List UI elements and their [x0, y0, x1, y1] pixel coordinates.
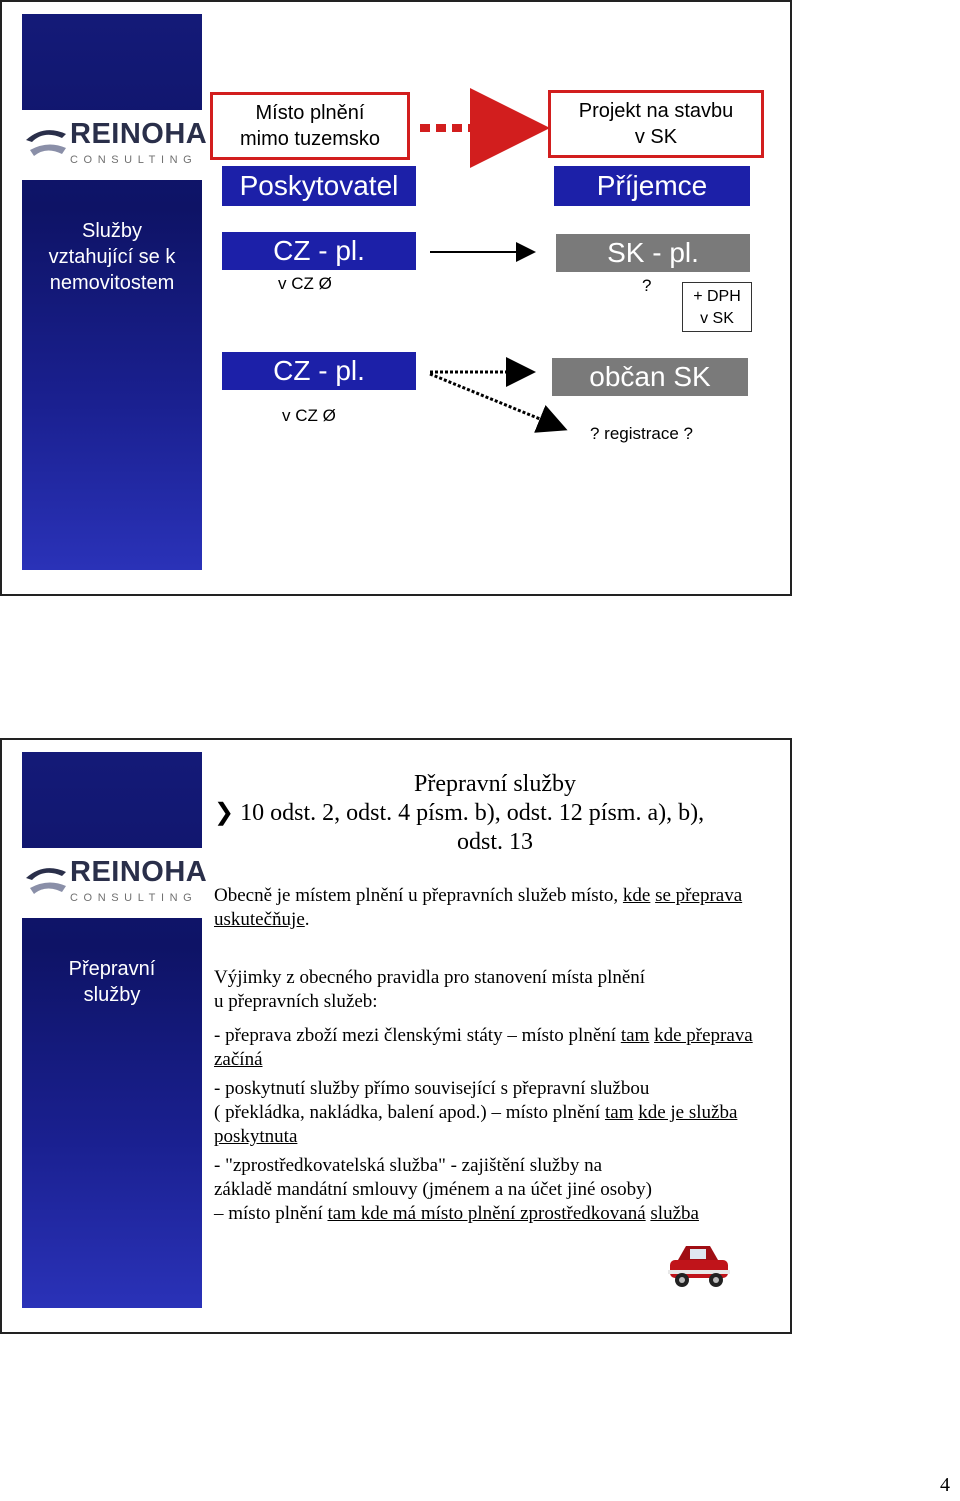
dph-line: + DPH: [693, 288, 741, 305]
slide-title: [210, 770, 780, 799]
text: - přeprava zboží mezi členskými státy – místo plnění: [214, 1025, 617, 1046]
paragraph-general: [214, 884, 774, 932]
place-box-right-line: Projekt na stavbu: [578, 100, 734, 122]
sidebar-label-line: nemovitostem: [49, 272, 175, 294]
sidebar-label: [22, 956, 202, 1008]
cz-pl-bar-2: CZ - pl.: [222, 352, 416, 390]
v-cz-text-2: v CZ Ø: [282, 406, 336, 425]
text-underlined: tam: [620, 1025, 650, 1046]
paragraph-exceptions: [214, 966, 774, 1014]
title-line-2: [214, 799, 784, 828]
question-mark: ?: [642, 276, 652, 295]
slide-nemovitosti: [0, 0, 792, 596]
text-underlined: služba: [650, 1203, 699, 1224]
paragraph-related-service: [214, 1077, 774, 1149]
place-box-left-line: Místo plnění: [255, 102, 365, 124]
sidebar-label-line: vztahující se k: [48, 246, 176, 268]
title-line: Přepravní služby: [414, 771, 576, 797]
text-underlined: se přeprava uskutečňuje: [214, 885, 743, 930]
place-box-right-line: v SK: [634, 126, 678, 148]
paragraph-brokerage: [214, 1154, 774, 1226]
text-underlined: tam kde má místo plnění zprostředkovaná: [327, 1203, 646, 1224]
flow-arrows: [2, 2, 794, 598]
red-car-icon: [664, 1240, 734, 1292]
title-line-3: odst. 13: [456, 829, 533, 855]
sidebar-label-line: Přepravní: [68, 958, 156, 980]
text-underlined: kde: [622, 885, 651, 906]
title-line: 10 odst. 2, odst. 4 písm. b), odst. 12 písm. a), b),: [240, 800, 705, 826]
text-underlined: tam: [604, 1102, 634, 1123]
sk-pl-bar: SK - pl.: [556, 234, 750, 272]
text: .: [304, 909, 310, 930]
v-cz-text-1: v CZ Ø: [278, 274, 332, 293]
paragraph-goods: [214, 1024, 774, 1072]
text: Obecně je místem plnění u přepravních služeb místo,: [214, 885, 619, 906]
logo-sub: CONSULTING: [70, 892, 198, 904]
reinoha-logo: [22, 848, 208, 918]
text-underlined: kde přeprava začíná: [214, 1025, 753, 1070]
text-line: u přepravních služeb:: [214, 991, 378, 1012]
text-line: Výjimky z obecného pravidla pro stanovení místa plnění: [214, 967, 646, 988]
text-underlined: kde je služba poskytnuta: [214, 1102, 738, 1147]
place-box-left-line: mimo tuzemsko: [239, 128, 381, 150]
poskytovatel-bar: Poskytovatel: [222, 166, 416, 206]
logo-sub: CONSULTING: [70, 154, 198, 166]
bullet-arrow-icon: ❯: [214, 800, 235, 826]
cz-pl-bar-1: CZ - pl.: [222, 232, 416, 270]
arrow-cz-registrace: [430, 374, 562, 428]
logo-name: REINOHA: [70, 118, 208, 150]
prijemce-bar: Příjemce: [554, 166, 750, 206]
text-line: - poskytnutí služby přímo související s přepravní službou: [214, 1078, 650, 1099]
sidebar-label-line: Služby: [81, 220, 143, 242]
sidebar-label-line: služby: [83, 984, 141, 1006]
logo-name: REINOHA: [70, 856, 208, 888]
page-number: 4: [940, 1474, 950, 1496]
registrace-text: ? registrace ?: [590, 424, 693, 443]
text-line: - "zprostředkovatelská služba" - zajištění služby na: [214, 1155, 602, 1176]
dph-line: v SK: [700, 310, 734, 327]
text: ( překládka, nakládka, balení apod.) – místo plnění: [214, 1102, 601, 1123]
obcan-bar: občan SK: [552, 358, 748, 396]
text: – místo plnění: [214, 1203, 323, 1224]
text-line: základě mandátní smlouvy (jménem a na účet jiné osoby): [214, 1179, 652, 1200]
slide-sidebar: [22, 752, 208, 1308]
